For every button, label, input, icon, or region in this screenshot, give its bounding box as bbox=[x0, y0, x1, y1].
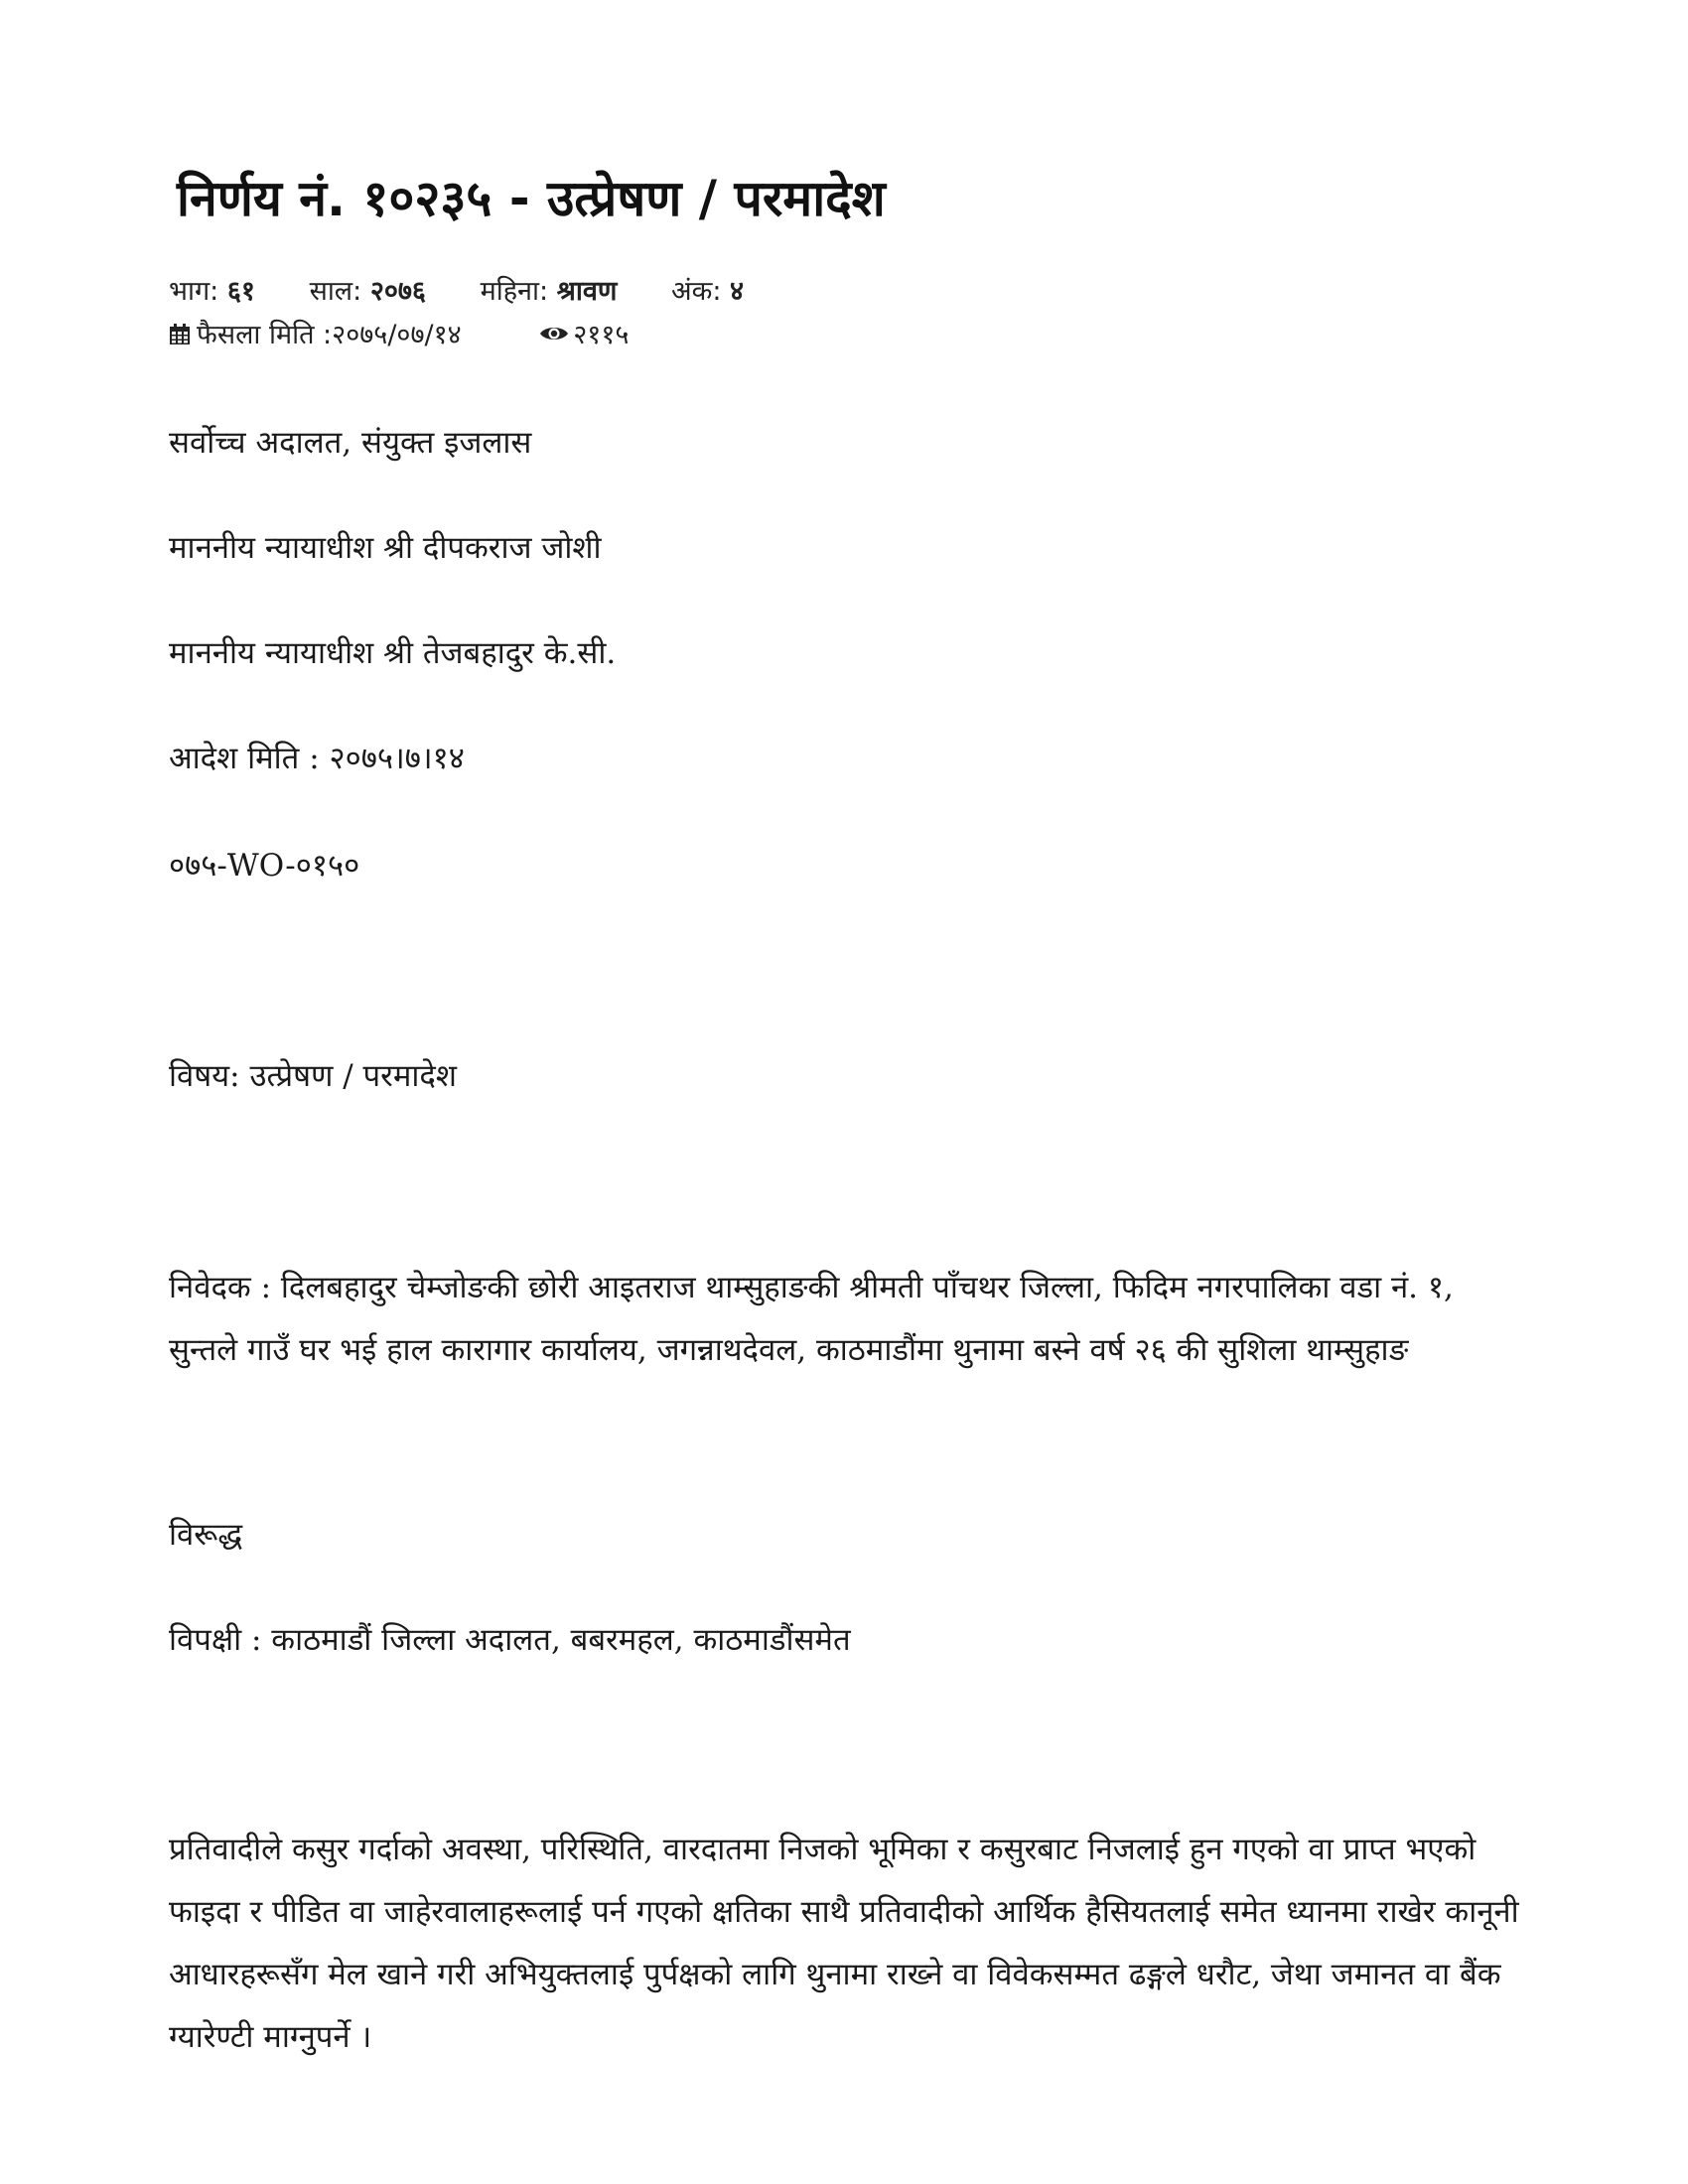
meta-month-value: श्रावण bbox=[556, 276, 618, 307]
court-name: सर्वोच्च अदालत, संयुक्त इजलास bbox=[169, 425, 532, 461]
eye-icon bbox=[539, 324, 569, 343]
meta-part-value: ६१ bbox=[226, 276, 255, 307]
decision-date-label: फैसला मिति : bbox=[197, 320, 333, 350]
calendar-icon bbox=[169, 324, 191, 345]
publication-meta bbox=[169, 274, 744, 310]
meta-month-label: महिना: bbox=[480, 276, 549, 307]
meta-year-label: साल: bbox=[309, 276, 362, 307]
decision-meta bbox=[169, 318, 629, 353]
subject: विषय: उत्प्रेषण / परमादेश bbox=[169, 1058, 457, 1094]
decision-date bbox=[169, 318, 462, 353]
meta-year bbox=[310, 274, 426, 310]
petitioner: निवेदक : दिलबहादुर चेम्जोङकी छोरी आइतराज थाम्सुहाङकी श्रीमती पाँचथर जिल्ला, फिदिम नगरपालिका वडा नं. १, सुन्तले गाउँ घर भई हाल कारागार कार्यालय, जगन्नाथदेवल, काठमाडौंमा थुनामा बस्ने वर्ष २६ की सुशिला थाम्सुहाङ bbox=[169, 1270, 1454, 1368]
meta-issue-value: ४ bbox=[730, 276, 745, 307]
decision-summary: प्रतिवादीले कसुर गर्दाको अवस्था, परिस्थिति, वारदातमा निजको भूमिका र कसुरबाट निजलाई हुन गएको वा प्राप्त भएको फाइदा र पीडित वा जाहेरवालाहरूलाई पर्न गएको क्षतिका साथै प्रतिवादीको आर्थिक हैसियतलाई समेत ध्यानमा राखेर कानूनी आधारहरूसँग मेल खाने गरी अभियुक्तलाई पुर्पक्षको लागि थुनामा राख्ने वा विवेकसम्मत ढङ्गले धरौट, जेथा जमानत वा बैंक ग्यारेण्टी माग्नुपर्ने । bbox=[169, 1832, 1519, 2055]
respondent: विपक्षी : काठमाडौं जिल्ला अदालत, बबरमहल, काठमाडौंसमेत bbox=[169, 1622, 851, 1658]
page-title: निर्णय नं. १०२३५ - उत्प्रेषण / परमादेश bbox=[177, 170, 886, 227]
view-count bbox=[539, 318, 629, 353]
view-count-value: २११५ bbox=[573, 320, 630, 350]
case-number: ०७५-WO-०१५० bbox=[169, 848, 360, 884]
decision-date-value: २०७५/०७/१४ bbox=[332, 320, 462, 350]
meta-issue-label: अंक: bbox=[670, 276, 722, 307]
versus: विरूद्ध bbox=[169, 1517, 243, 1553]
meta-month bbox=[481, 274, 618, 310]
meta-year-value: २०७६ bbox=[369, 276, 426, 307]
judge-1: माननीय न्यायाधीश श्री दीपकराज जोशी bbox=[169, 530, 602, 566]
meta-part-label: भाग: bbox=[169, 276, 219, 307]
meta-part bbox=[169, 274, 255, 310]
order-date: आदेश मिति : २०७५।७।१४ bbox=[169, 741, 465, 776]
judge-2: माननीय न्यायाधीश श्री तेजबहादुर के.सी. bbox=[169, 635, 617, 671]
meta-issue bbox=[671, 274, 744, 310]
